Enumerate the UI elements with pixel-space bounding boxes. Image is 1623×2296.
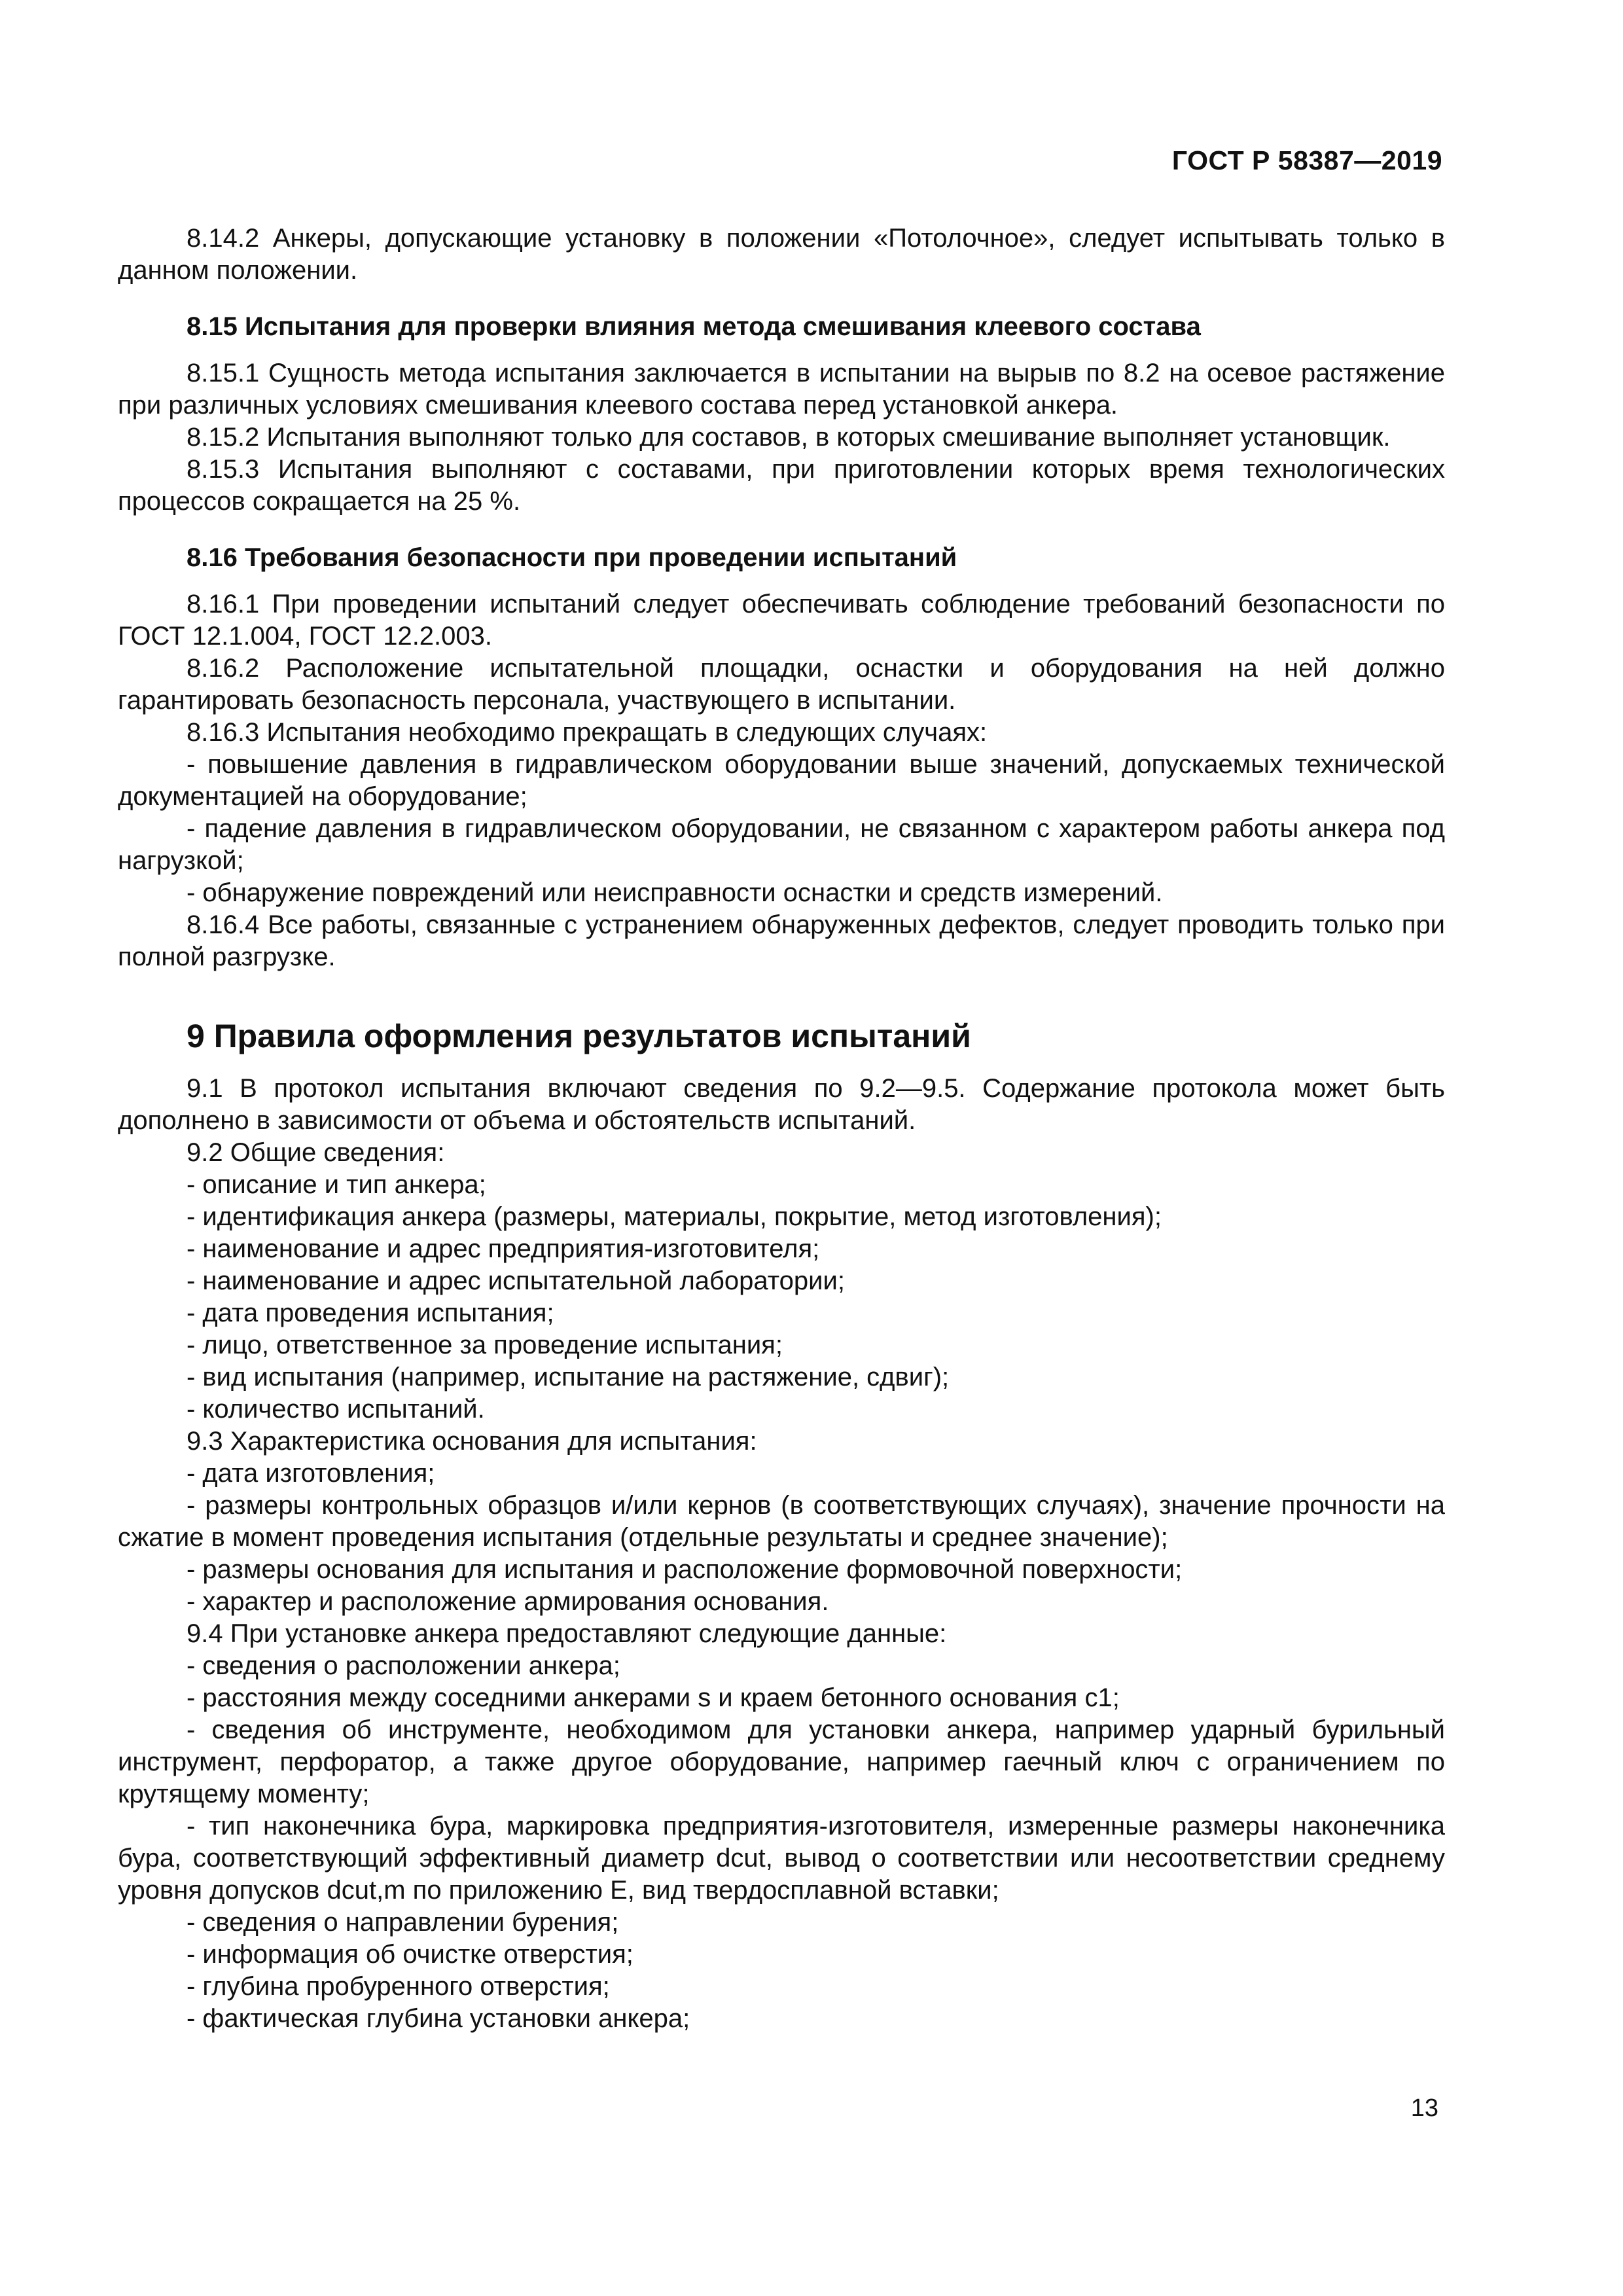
list-item: - информация об очистке отверстия; bbox=[187, 1940, 633, 1969]
list-item: - размеры контрольных образцов и/или кернов (в соответствующих случаях), значение прочности на сжатие в момент проведения испытания (отдельные результаты и среднее значение); bbox=[118, 1491, 1445, 1552]
page-number: 13 bbox=[1410, 2094, 1438, 2122]
list-item: - глубина пробуренного отверстия; bbox=[187, 1972, 610, 2001]
list-item: - сведения об инструменте, необходимом для установки анкера, например ударный бурильный инструмент, перфоратор, а также другое оборудование, например гаечный ключ с ограничением по крутящему моменту; bbox=[118, 1715, 1445, 1808]
paragraph: 9.1 В протокол испытания включают сведения по 9.2—9.5. Содержание протокола может быть дополнено в зависимости от объема и обстоятельств испытаний. bbox=[118, 1074, 1445, 1135]
paragraph: 9.3 Характеристика основания для испытания: bbox=[187, 1427, 757, 1456]
paragraph: 8.16.2 Расположение испытательной площадки, оснастки и оборудования на ней должно гарантировать безопасность персонала, участвующего в испытании. bbox=[118, 654, 1445, 715]
section-heading: 8.15 Испытания для проверки влияния метода смешивания клеевого состава bbox=[187, 312, 1201, 341]
list-item: - обнаружение повреждений или неисправности оснастки и средств измерений. bbox=[187, 878, 1163, 907]
list-item: - дата изготовления; bbox=[187, 1459, 435, 1488]
paragraph: 9.2 Общие сведения: bbox=[187, 1138, 445, 1167]
list-item: - сведения о направлении бурения; bbox=[187, 1908, 619, 1937]
list-item: - дата проведения испытания; bbox=[187, 1299, 554, 1327]
section-heading: 8.16 Требования безопасности при проведении испытаний bbox=[187, 543, 957, 572]
list-item: - лицо, ответственное за проведение испытания; bbox=[187, 1331, 783, 1359]
list-item: - размеры основания для испытания и расположение формовочной поверхности; bbox=[187, 1555, 1183, 1584]
list-item: - идентификация анкера (размеры, материалы, покрытие, метод изготовления); bbox=[187, 1202, 1162, 1231]
paragraph: 8.16.4 Все работы, связанные с устранением обнаруженных дефектов, следует проводить только при полной разгрузке. bbox=[118, 910, 1445, 971]
paragraph: 8.16.3 Испытания необходимо прекращать в следующих случаях: bbox=[187, 718, 988, 747]
list-item: - количество испытаний. bbox=[187, 1395, 485, 1424]
list-item: - падение давления в гидравлическом оборудовании, не связанном с характером работы анкера под нагрузкой; bbox=[118, 814, 1445, 875]
list-item: - тип наконечника бура, маркировка предприятия-изготовителя, измеренные размеры наконечника бура, соответствующий эффективный диаметр dcut, вывод о соответствии или несоответствии среднему уровня допусков dcut,m по приложению Е, вид твердосплавной вставки; bbox=[118, 1812, 1445, 1905]
paragraph: 8.15.1 Сущность метода испытания заключается в испытании на вырыв по 8.2 на осевое растяжение при различных условиях смешивания клеевого состава перед установкой анкера. bbox=[118, 359, 1445, 420]
list-item: - наименование и адрес предприятия-изготовителя; bbox=[187, 1234, 820, 1263]
paragraph: 8.15.2 Испытания выполняют только для составов, в которых смешивание выполняет установщик. bbox=[187, 423, 1391, 452]
paragraph: 8.16.1 При проведении испытаний следует обеспечивать соблюдение требований безопасности по ГОСТ 12.1.004, ГОСТ 12.2.003. bbox=[118, 590, 1445, 651]
page-content bbox=[118, 223, 1445, 2035]
list-item: - наименование и адрес испытательной лаборатории; bbox=[187, 1266, 845, 1295]
list-item: - описание и тип анкера; bbox=[187, 1170, 486, 1199]
list-item: - повышение давления в гидравлическом оборудовании выше значений, допускаемых технической документацией на оборудование; bbox=[118, 750, 1445, 811]
paragraph: 8.15.3 Испытания выполняют с составами, при приготовлении которых время технологических процессов сокращается на 25 %. bbox=[118, 455, 1445, 516]
list-item: - вид испытания (например, испытание на растяжение, сдвиг); bbox=[187, 1363, 950, 1391]
standard-header: ГОСТ Р 58387—2019 bbox=[1171, 145, 1442, 175]
list-item: - расстояния между соседними анкерами s и краем бетонного основания c1; bbox=[187, 1683, 1120, 1712]
chapter-heading: 9 Правила оформления результатов испытаний bbox=[187, 1018, 971, 1054]
paragraph: 9.4 При установке анкера предоставляют следующие данные: bbox=[187, 1619, 947, 1648]
list-item: - сведения о расположении анкера; bbox=[187, 1651, 620, 1680]
paragraph: 8.14.2 Анкеры, допускающие установку в положении «Потолочное», следует испытывать только в данном положении. bbox=[118, 224, 1445, 285]
list-item: - характер и расположение армирования основания. bbox=[187, 1587, 829, 1616]
list-item: - фактическая глубина установки анкера; bbox=[187, 2004, 690, 2033]
